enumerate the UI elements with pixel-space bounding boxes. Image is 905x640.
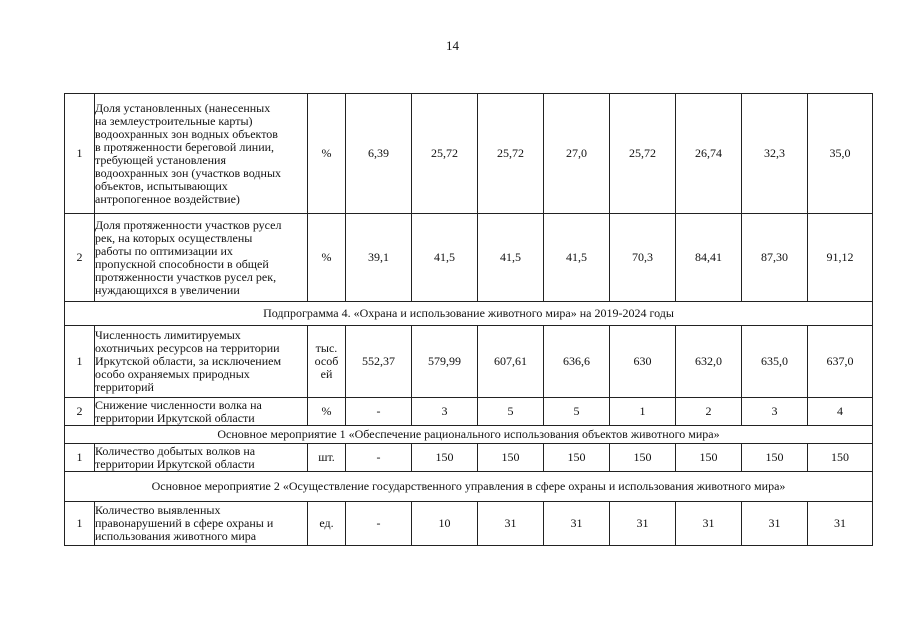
- unit: шт.: [308, 444, 346, 472]
- indicator-name-line: особо охраняемых природных: [95, 367, 250, 381]
- indicator-name: [95, 214, 308, 302]
- value-cell: -: [346, 398, 412, 426]
- row-number: 2: [65, 398, 95, 426]
- indicator-name-line: нуждающихся в увеличении: [95, 282, 240, 297]
- value-cell: 150: [412, 444, 478, 472]
- indicator-name: [95, 94, 308, 214]
- value-cell: 31: [610, 502, 676, 546]
- indicator-name-line: Численность лимитируемых: [95, 328, 241, 342]
- indicator-name-line: водоохранных зон (участков водных: [95, 165, 282, 180]
- value-cell: 632,0: [676, 326, 742, 398]
- table-row: [65, 502, 873, 546]
- value-cell: 41,5: [478, 214, 544, 302]
- indicator-name-line: Доля протяженности участков русел: [95, 217, 282, 232]
- indicator-name-line: территории Иркутской области: [95, 410, 255, 425]
- row-number: 1: [65, 444, 95, 472]
- table-row: [65, 326, 873, 398]
- row-number: 2: [65, 214, 95, 302]
- value-cell: 31: [478, 502, 544, 546]
- section-title: Основное мероприятие 1 «Обеспечение рационального использования объектов животного мира»: [65, 426, 873, 444]
- table-row: [65, 444, 873, 472]
- value-cell: 70,3: [610, 214, 676, 302]
- value-cell: 31: [742, 502, 808, 546]
- value-cell: 150: [808, 444, 873, 472]
- value-cell: 637,0: [808, 326, 873, 398]
- value-cell: 630: [610, 326, 676, 398]
- indicator-name-line: рек, на которых осуществлены: [95, 230, 253, 245]
- value-cell: 6,39: [346, 94, 412, 214]
- indicator-name-line: работы по оптимизации их: [95, 243, 233, 258]
- unit-line: особ: [314, 354, 339, 368]
- unit: %: [308, 94, 346, 214]
- section-row: [65, 426, 873, 444]
- value-cell: 84,41: [676, 214, 742, 302]
- indicator-name-line: пропускной способности в общей: [95, 256, 269, 271]
- indicator-name-line: требующей установления: [95, 152, 226, 167]
- unit-line: тыс.: [315, 341, 338, 355]
- value-cell: 27,0: [544, 94, 610, 214]
- value-cell: 5: [544, 398, 610, 426]
- row-number: 1: [65, 326, 95, 398]
- indicator-name: [95, 502, 308, 546]
- indicator-name-line: антропогенное воздействие): [95, 191, 240, 206]
- unit-line: ей: [320, 367, 333, 381]
- value-cell: 150: [478, 444, 544, 472]
- indicator-name-line: протяженности участков русел рек,: [95, 269, 277, 284]
- value-cell: 607,61: [478, 326, 544, 398]
- value-cell: 26,74: [676, 94, 742, 214]
- row-number: 1: [65, 94, 95, 214]
- value-cell: 31: [676, 502, 742, 546]
- value-cell: 579,99: [412, 326, 478, 398]
- indicator-name: [95, 398, 308, 426]
- table-row: [65, 398, 873, 426]
- row-number: 1: [65, 502, 95, 546]
- value-cell: 25,72: [412, 94, 478, 214]
- section-title: Основное мероприятие 2 «Осуществление государственного управления в сфере охраны и использования животного мира»: [65, 472, 873, 502]
- value-cell: 150: [676, 444, 742, 472]
- value-cell: 25,72: [478, 94, 544, 214]
- value-cell: 150: [544, 444, 610, 472]
- indicator-name-line: на землеустроительные карты): [95, 113, 253, 128]
- indicator-name-line: Снижение численности волка на: [95, 397, 262, 412]
- indicator-name-line: правонарушений в сфере охраны и: [95, 516, 274, 530]
- table-row: [65, 94, 873, 214]
- indicator-name-line: территорий: [95, 380, 154, 394]
- indicator-name-line: водоохранных зон водных объектов: [95, 126, 278, 141]
- value-cell: 552,37: [346, 326, 412, 398]
- value-cell: 635,0: [742, 326, 808, 398]
- section-title: Подпрограмма 4. «Охрана и использование животного мира» на 2019-2024 годы: [65, 302, 873, 326]
- value-cell: 3: [412, 398, 478, 426]
- value-cell: 3: [742, 398, 808, 426]
- value-cell: 2: [676, 398, 742, 426]
- value-cell: 35,0: [808, 94, 873, 214]
- value-cell: 1: [610, 398, 676, 426]
- value-cell: 4: [808, 398, 873, 426]
- value-cell: 41,5: [412, 214, 478, 302]
- indicator-name-line: Количество добытых волков на: [95, 443, 256, 458]
- value-cell: 10: [412, 502, 478, 546]
- indicator-name-line: использования животного мира: [95, 529, 257, 543]
- value-cell: 41,5: [544, 214, 610, 302]
- indicator-name-line: охотничьих ресурсов на территории: [95, 341, 280, 355]
- indicator-name: [95, 326, 308, 398]
- indicator-name: [95, 444, 308, 472]
- indicator-name-line: объектов, испытывающих: [95, 178, 228, 193]
- value-cell: 25,72: [610, 94, 676, 214]
- value-cell: 32,3: [742, 94, 808, 214]
- indicator-name-line: Количество выявленных: [95, 503, 221, 517]
- value-cell: 150: [610, 444, 676, 472]
- section-row: [65, 302, 873, 326]
- unit: %: [308, 214, 346, 302]
- indicator-name-line: Доля установленных (нанесенных: [95, 100, 271, 115]
- unit: %: [308, 398, 346, 426]
- section-row: [65, 472, 873, 502]
- table-row: [65, 214, 873, 302]
- value-cell: 150: [742, 444, 808, 472]
- unit: [308, 326, 346, 398]
- value-cell: 31: [544, 502, 610, 546]
- indicator-name-line: территории Иркутской области: [95, 456, 255, 471]
- value-cell: 39,1: [346, 214, 412, 302]
- indicator-name-line: Иркутской области, за исключением: [95, 354, 282, 368]
- indicators-table: [64, 93, 873, 546]
- value-cell: 31: [808, 502, 873, 546]
- indicator-name-line: в протяженности береговой линии,: [95, 139, 275, 154]
- page-number: 14: [446, 38, 459, 53]
- value-cell: -: [346, 444, 412, 472]
- value-cell: 5: [478, 398, 544, 426]
- value-cell: 91,12: [808, 214, 873, 302]
- value-cell: 636,6: [544, 326, 610, 398]
- value-cell: 87,30: [742, 214, 808, 302]
- value-cell: -: [346, 502, 412, 546]
- unit: ед.: [308, 502, 346, 546]
